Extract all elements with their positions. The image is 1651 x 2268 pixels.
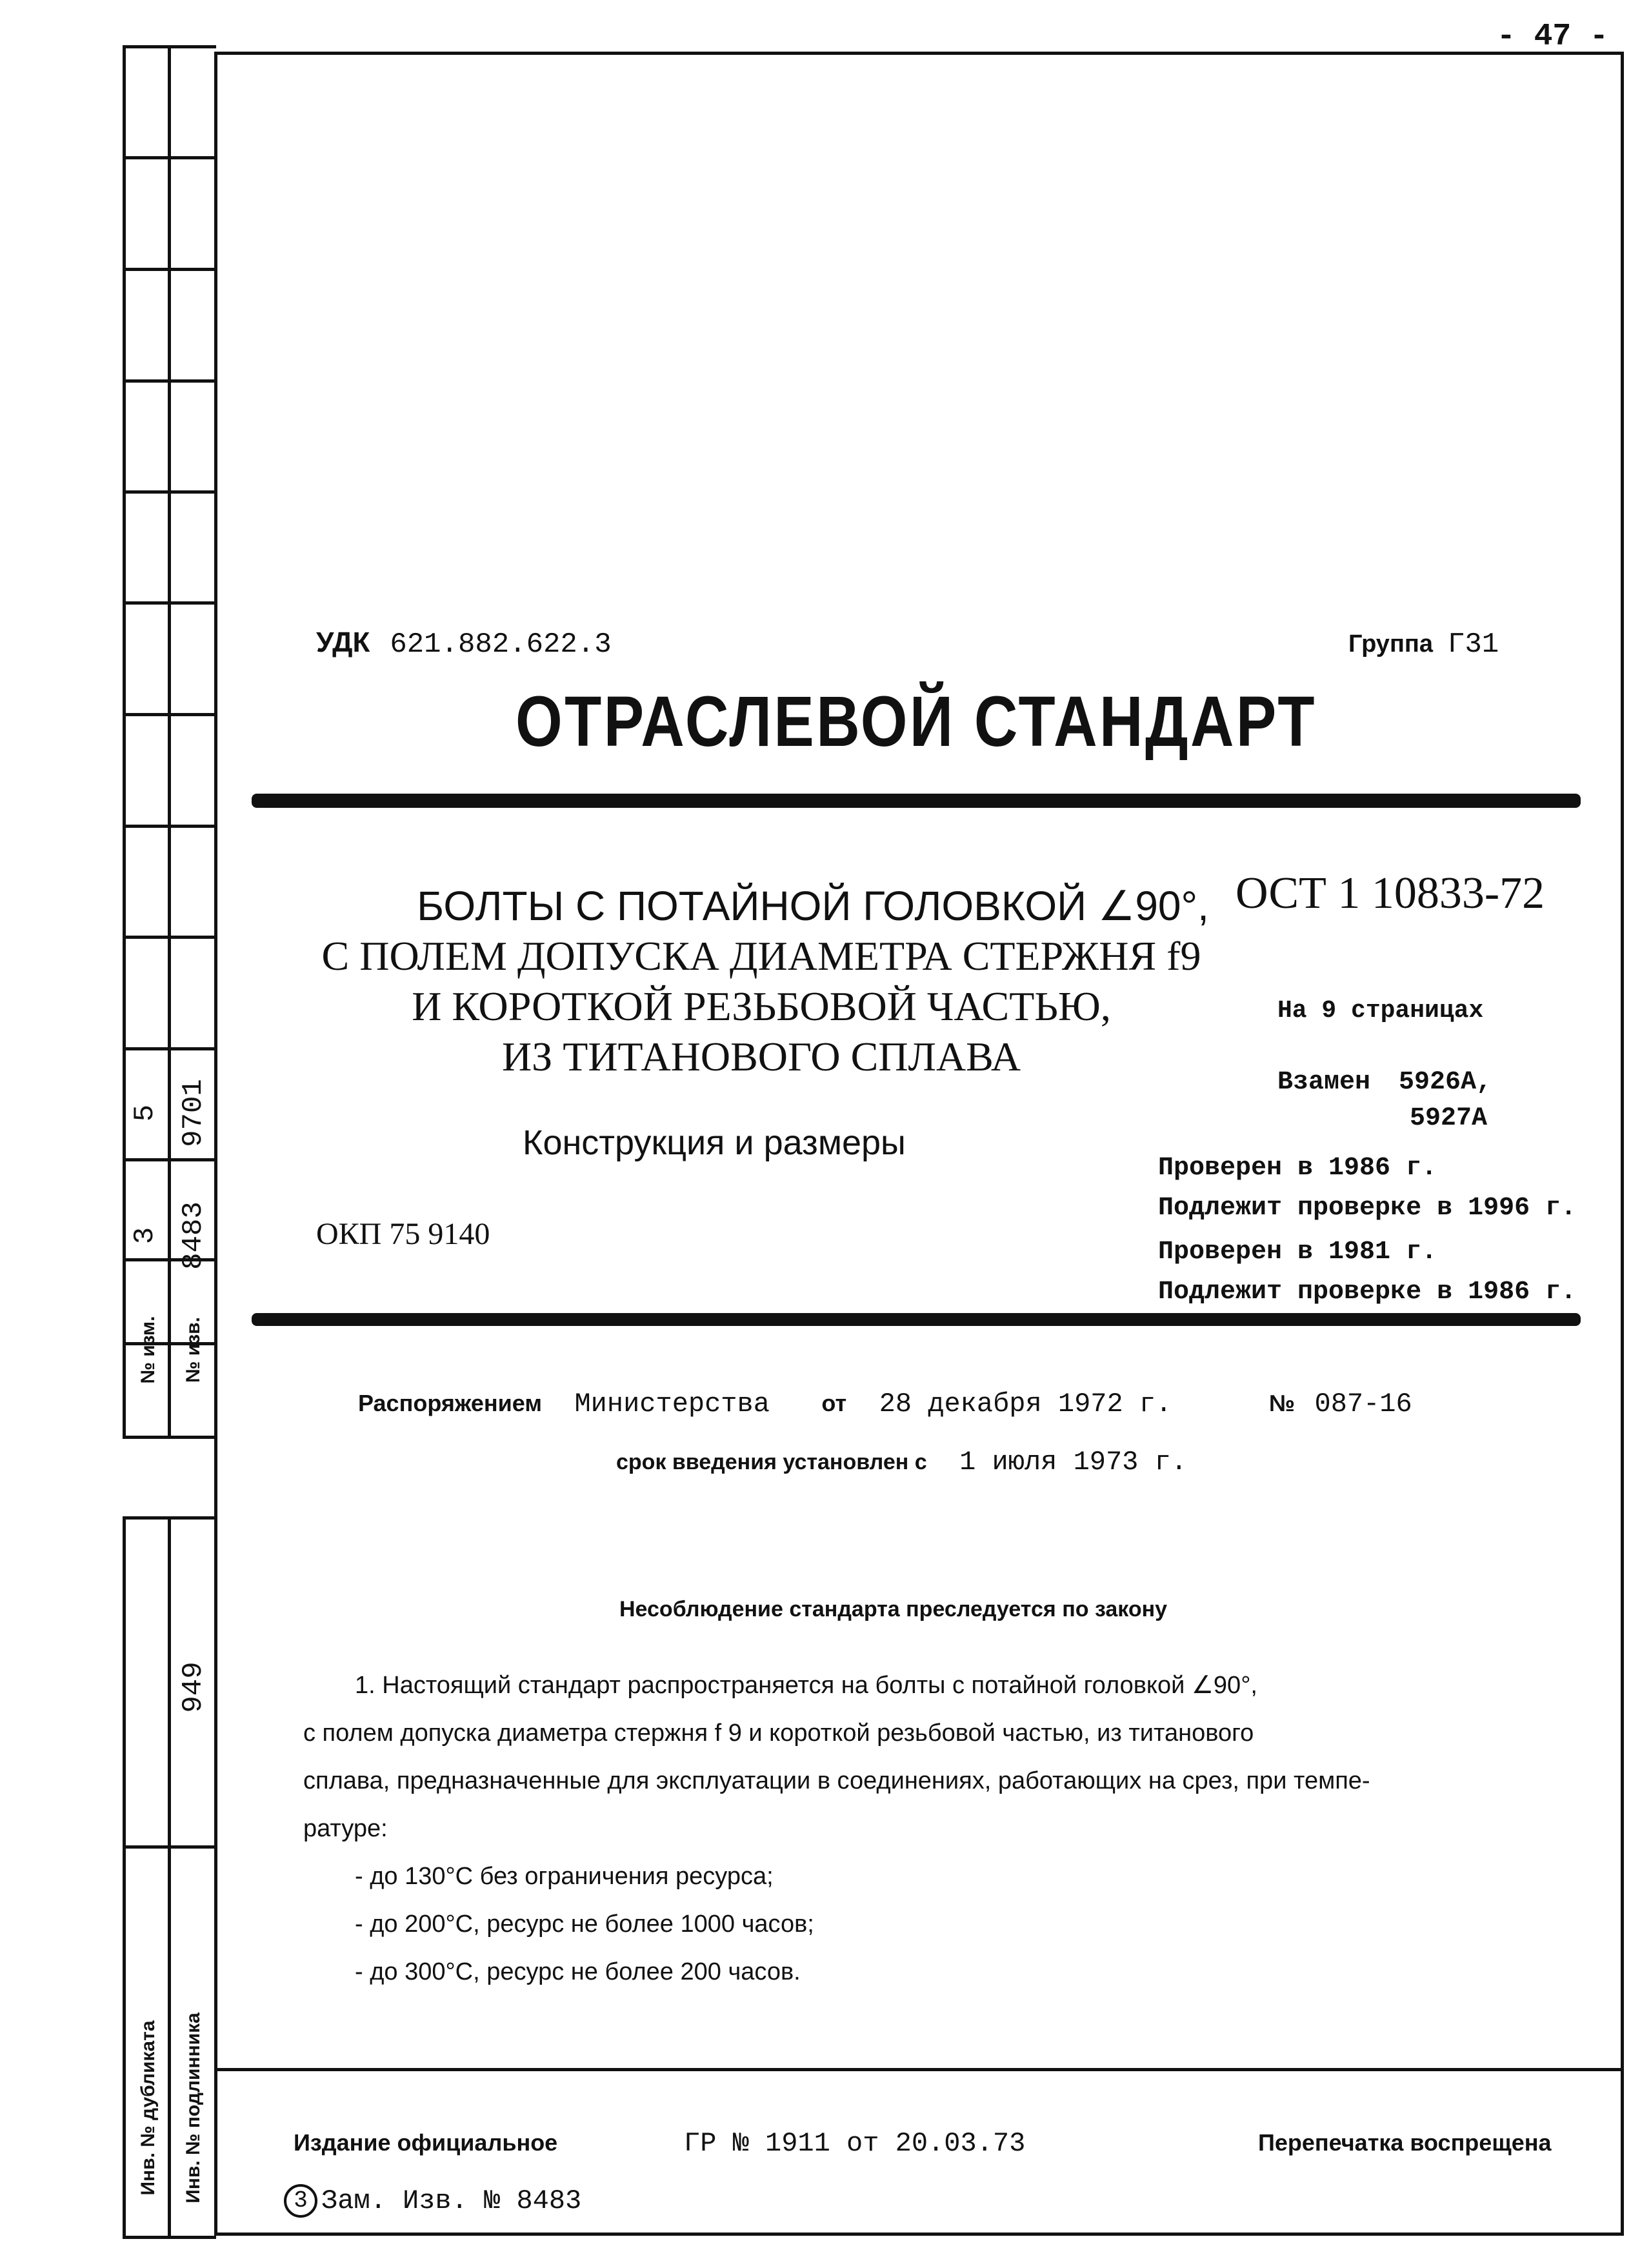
replaces-label: Взамен — [1277, 1068, 1371, 1097]
okp-code: ОКП 75 9140 — [316, 1217, 490, 1251]
order-label: Распоряжением — [358, 1390, 542, 1416]
margin-change-no-2: 3 — [129, 1227, 161, 1245]
reprint-notice: Перепечатка воспрещена — [1258, 2129, 1552, 2156]
p1-line-2: с полем допуска диаметра стержня f 9 и короткой резьбовой частью, из титанового — [303, 1720, 1254, 1747]
effective-label: срок введения установлен с — [616, 1450, 927, 1474]
p1-line-4: ратуре: — [303, 1815, 388, 1842]
margin-original-label: Инв. № подлинника — [183, 2012, 204, 2203]
change-note — [284, 2184, 581, 2218]
replaces-1: 5926А, — [1399, 1068, 1492, 1097]
change-mark: 3 — [284, 2184, 317, 2218]
margin-change-no-1: 5 — [129, 1104, 161, 1122]
divider-top — [252, 794, 1581, 808]
subject-line-1: БОЛТЫ С ПОТАЙНОЙ ГОЛОВКОЙ ∠90°, — [417, 883, 1209, 929]
margin-change-label: № изм. — [137, 1316, 159, 1384]
check-history — [1158, 1149, 1576, 1312]
p1-line-3: сплава, предназначенные для эксплуатации в соединениях, работающих на срез, при темпе- — [303, 1767, 1370, 1794]
replaces — [1277, 1065, 1492, 1137]
order-ministry: Министерства — [574, 1389, 770, 1420]
udk-value: 621.882.622.3 — [390, 628, 612, 661]
group-value: Г31 — [1447, 628, 1499, 661]
order-line — [358, 1387, 1412, 1420]
next-check-1: Подлежит проверке в 1996 г. — [1158, 1194, 1577, 1223]
pages-count: На 9 страницах — [1277, 997, 1484, 1025]
list-item: - до 200°С, ресурс не более 1000 часов; — [355, 1911, 814, 1938]
checked-1: Проверен в 1986 г. — [1158, 1154, 1437, 1183]
change-text: Зам. Изв. № 8483 — [321, 2185, 582, 2216]
divider-bottom — [252, 1313, 1581, 1326]
subject-line-4: ИЗ ТИТАНОВОГО СПЛАВА — [501, 1034, 1021, 1079]
order-number-label: № — [1268, 1390, 1295, 1416]
subject-line-2: С ПОЛЕМ ДОПУСКА ДИАМЕТРА СТЕРЖНЯ f9 — [321, 933, 1201, 979]
order-date: 28 декабря 1972 г. — [879, 1389, 1172, 1420]
list-item: - до 130°С без ограничения ресурса; — [355, 1863, 774, 1890]
body-text — [303, 1661, 1594, 1996]
page-number: - 47 - — [1497, 19, 1608, 54]
effective-line — [616, 1445, 1187, 1478]
legal-notice: Несоблюдение стандарта преследуется по закону — [619, 1597, 1168, 1621]
next-check-2: Подлежит проверке в 1986 г. — [1158, 1278, 1577, 1307]
subject-line-3: И КОРОТКОЙ РЕЗЬБОВОЙ ЧАСТЬЮ, — [412, 983, 1111, 1029]
margin-notice-label: № изв. — [183, 1317, 204, 1383]
udk-label: УДК — [316, 627, 370, 658]
list-item: - до 300°С, ресурс не более 200 часов. — [355, 1958, 801, 1985]
standard-code: ОСТ 1 10833-72 — [1236, 868, 1545, 918]
group-label: Группа — [1348, 630, 1433, 657]
effective-date: 1 июля 1973 г. — [959, 1447, 1187, 1478]
checked-2: Проверен в 1981 г. — [1158, 1238, 1437, 1267]
edition-label: Издание официальное — [294, 2129, 558, 2156]
replaces-2: 5927А — [1410, 1104, 1488, 1133]
registration: ГР № 1911 от 20.03.73 — [684, 2128, 1026, 2159]
margin-original-inv: 949 — [177, 1661, 210, 1713]
margin-duplicate-label: Инв. № дубликата — [137, 2020, 159, 2196]
group — [1348, 626, 1499, 661]
footer-divider — [216, 2068, 1623, 2071]
p1-line-1: 1. Настоящий стандарт распространяется на болты с потайной головкой ∠90°, — [355, 1672, 1257, 1699]
subject-block — [226, 881, 1297, 1082]
margin-notice-no-1: 9701 — [177, 1079, 210, 1147]
margin-notice-no-2: 8483 — [177, 1201, 210, 1270]
order-number: 087-16 — [1314, 1389, 1412, 1420]
order-from: от — [821, 1390, 847, 1416]
page-title: ОТРАСЛЕВОЙ СТАНДАРТ — [515, 682, 1317, 761]
udk — [316, 626, 612, 661]
subject-subtitle: Конструкция и размеры — [523, 1123, 906, 1162]
